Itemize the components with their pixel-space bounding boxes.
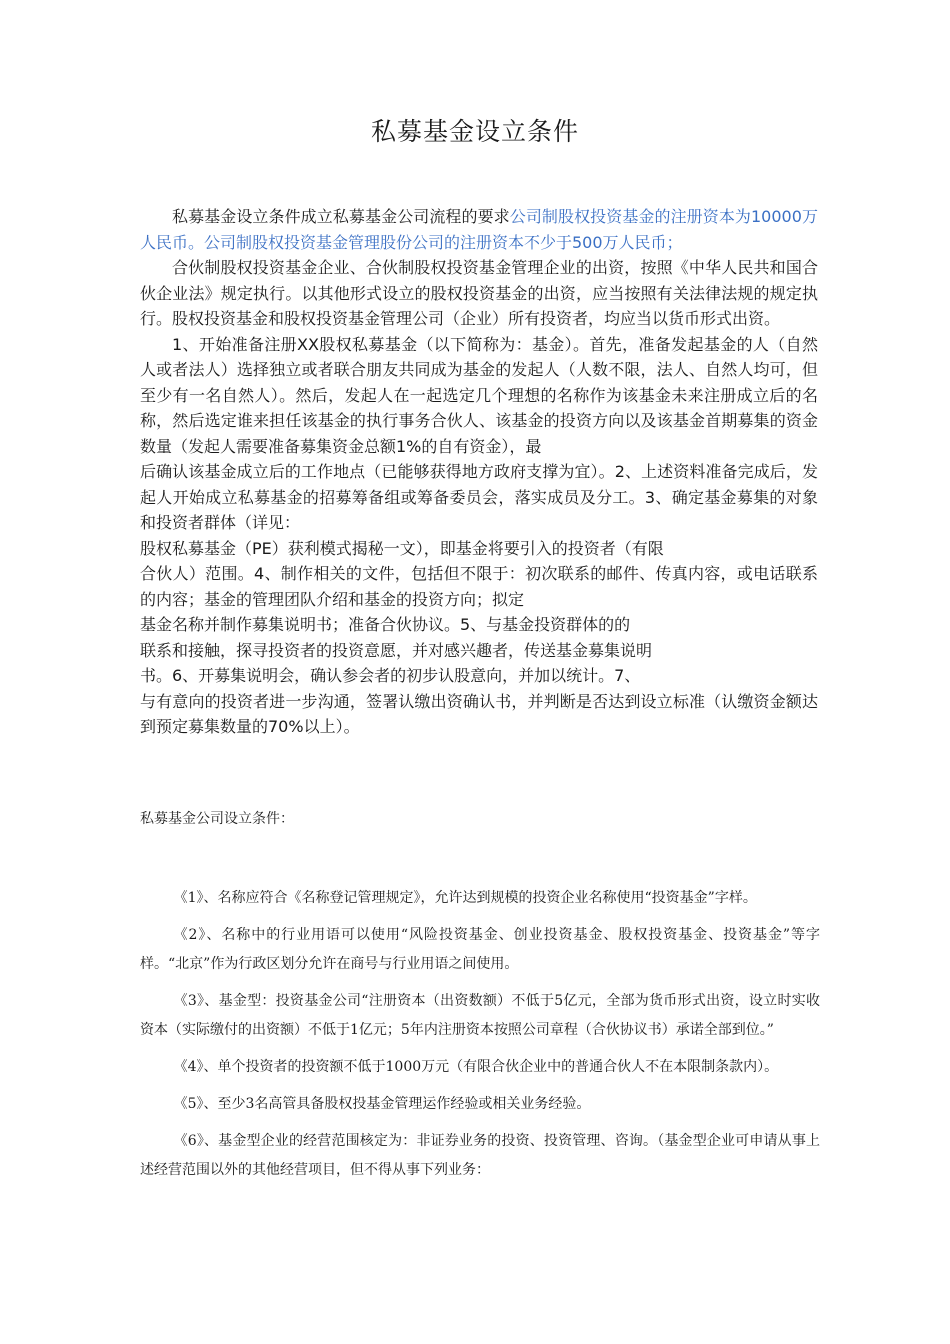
conditions-list: [140, 884, 820, 1193]
paragraph-step-8: 与有意向的投资者进一步沟通，签署认缴出资确认书，并判断是否达到设立标准（认缴资金额达到预定募集数量的70%以上）。: [140, 691, 818, 736]
paragraph-step-4: 合伙人）范围。4、制作相关的文件，包括但不限于：初次联系的邮件、传真内容，或电话联系的内容；基金的管理团队介绍和基金的投资方向；拟定: [140, 564, 818, 609]
page-title: 私募基金设立条件: [370, 117, 579, 146]
paragraph-step-1: 1、开始准备注册XX股权私募基金（以下简称为：基金）。首先，准备发起基金的人（自然人或者法人）选择独立或者联合朋友共同成为基金的发起人（人数不限，法人、自然人均可，但至少有一名自然人）。然后，发起人在一起选定几个理想的名称作为该基金未来注册成立后的名称，然后选定谁来担任该基金的执行事务合伙人、该基金的投资方向以及该基金首期募集的资金数量（发起人需要准备募集资金总额1%的自有资金），最: [140, 334, 818, 456]
paragraph-step-5: 基金名称并制作募集说明书；准备合伙协议。5、与基金投资群体的的: [140, 615, 631, 634]
paragraph-partnership: 合伙制股权投资基金企业、合伙制股权投资基金管理企业的出资，按照《中华人民共和国合伙企业法》规定执行。以其他形式设立的股权投资基金的出资，应当按照有关法律法规的规定执行。股权投资基金和股权投资基金管理公司（企业）所有投资者，均应当以货币形式出资。: [140, 258, 818, 328]
paragraph-step-2: 后确认该基金成立后的工作地点（已能够获得地方政府支撑为宜）。2、上述资料准备完成后，发起人开始成立私募基金的招募筹备组或筹备委员会，落实成员及分工。3、确定基金募集的对象和投资者群体（详见：: [140, 462, 818, 532]
intro-lead: 私募基金设立条件成立私募基金公司流程的要求: [172, 207, 510, 226]
paragraph-step-3: 股权私募基金（PE）获利模式揭秘一文），即基金将要引入的投资者（有限: [140, 538, 664, 558]
paragraph-step-7: 书。6、开募集说明会，确认参会者的初步认股意向，并加以统计。7、: [140, 666, 641, 685]
condition-item-1: 《1》、名称应符合《名称登记管理规定》，允许达到规模的投资企业名称使用“投资基金”字样。: [173, 890, 757, 906]
paragraph-step-6: 联系和接触，探寻投资者的投资意愿，并对感兴趣者，传送基金募集说明: [140, 640, 653, 660]
intro-paragraph: [140, 204, 818, 255]
intro-highlight: 公司制股权投资基金的注册资本为10000万人民币。公司制股权投资基金管理股份公司的注册资本不少于500万人民币；: [140, 207, 818, 252]
condition-item-4: 《4》、单个投资者的投资额不低于1000万元（有限合伙企业中的普通合伙人不在本限制条款内）。: [173, 1059, 779, 1075]
condition-item-2: 《2》、名称中的行业用语可以使用“风险投资基金、创业投资基金、股权投资基金、投资基金”等字样。“北京”作为行政区划分允许在商号与行业用语之间使用。: [140, 927, 820, 972]
condition-item-3: 《3》、基金型：投资基金公司“注册资本（出资数额）不低于5亿元，全部为货币形式出资，设立时实收资本（实际缴付的出资额）不低于1亿元；5年内注册资本按照公司章程（合伙协议书）承诺全部到位。”: [140, 993, 820, 1038]
condition-item-6: 《6》、基金型企业的经营范围核定为：非证券业务的投资、投资管理、咨询。（基金型企业可申请从事上述经营范围以外的其他经营项目，但不得从事下列业务：: [140, 1133, 820, 1178]
section-title: 私募基金公司设立条件：: [140, 811, 294, 827]
condition-item-5: 《5》、至少3名高管具备股权投基金管理运作经验或相关业务经验。: [173, 1096, 591, 1112]
document-body: [140, 204, 818, 740]
